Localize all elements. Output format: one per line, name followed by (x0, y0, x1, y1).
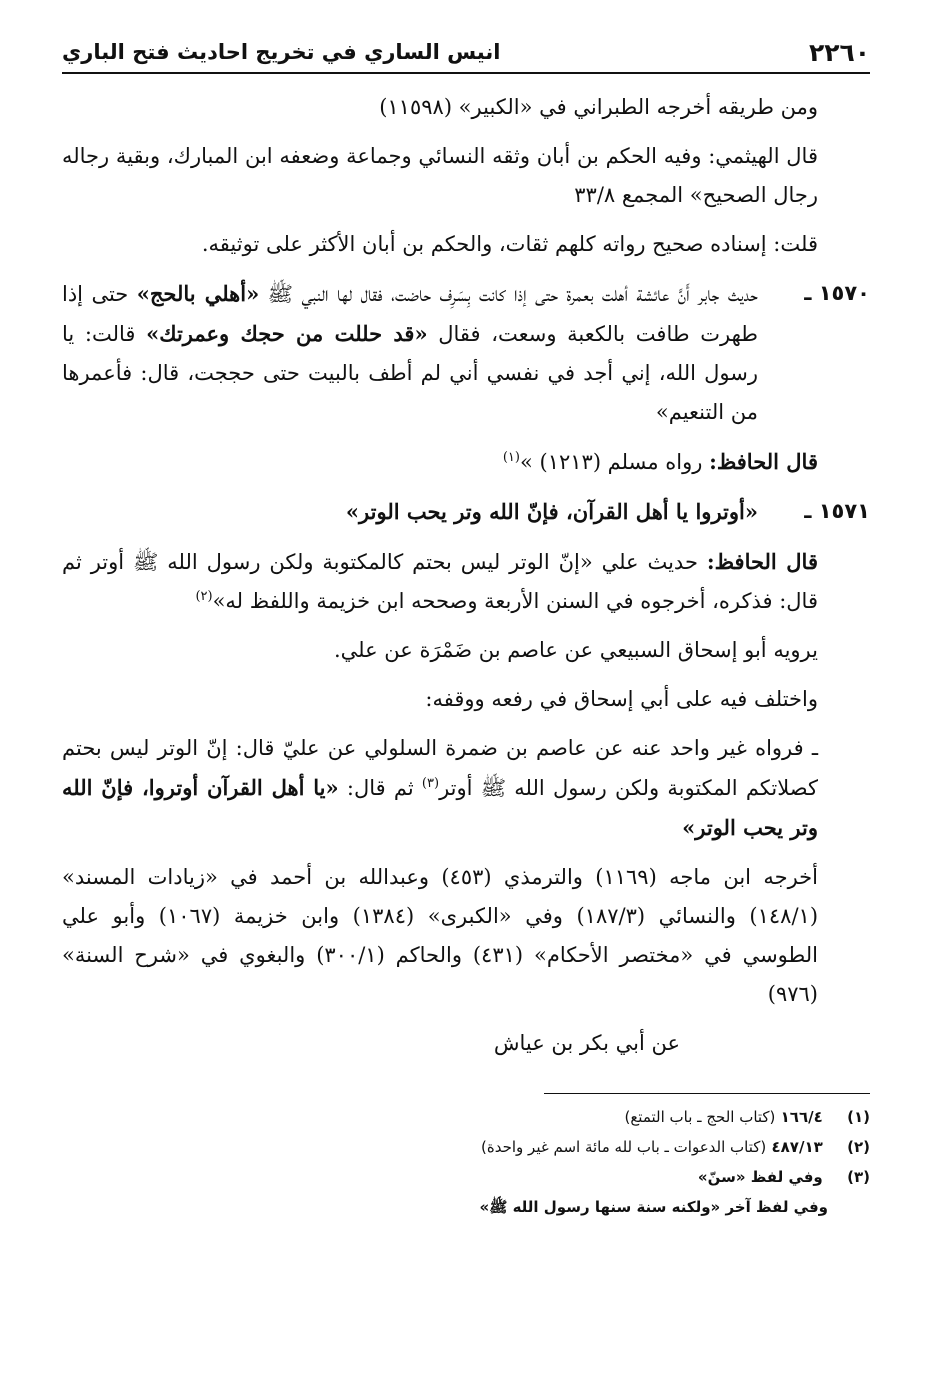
hafiz-text: حديث علي «إنّ الوتر ليس بحتم كالمكتوبة ولكن رسول الله ﷺ أوتر ثم قال: فذكره، أخرجوه في السنن الأربعة وصححه ابن خزيمة واللفظ له» (62, 550, 818, 613)
hadith-text: قالت: يا رسول الله، إني أجد في نفسي أني لم أطف بالبيت حتى حججت، قال: فأعمرها من التنعيم» (62, 322, 758, 424)
footnote-ref-text: ١٦٦/٤ (780, 1108, 823, 1126)
hadith-quote: «يا أهل القرآن أوتروا، فإنّ الله وتر يحب الوتر» (62, 775, 818, 840)
paragraph: قال الهيثمي: وفيه الحكم بن أبان وثقه النسائي وجماعة وضعفه ابن المبارك، وبقية رجاله رجال الصحيح» المجمع ٣٣/٨ (62, 144, 818, 207)
paragraph (62, 729, 870, 848)
footnote-ref: (١) (502, 450, 520, 465)
footnote-ref: (٣) (421, 776, 440, 791)
hadith-text: حديث جابر أَنَّ عائشة أهلت بعمرة حتى إذا كانت بِسَرِف حاضت، فقال لها النبي ﷺ (267, 282, 758, 306)
paragraph: عن أبي بكر بن عياش (493, 1031, 680, 1055)
hadith-number: ١٥٧٠ ـ (804, 281, 870, 305)
footnote (62, 1132, 870, 1162)
hafiz-note (62, 542, 870, 621)
footnote (62, 1162, 870, 1192)
book-title: انيس الساري في تخريج احاديث فتح الباري (62, 40, 501, 64)
hadith-text: حتى إذا طهرت طافت بالكعبة وسعت، فقال (62, 282, 758, 346)
page-number: ٢٢٦٠ (808, 38, 870, 67)
paragraph-text: ثم قال: (346, 776, 414, 800)
paragraph: واختلف فيه على أبي إسحاق في رفعه ووقفه: (425, 687, 818, 711)
footnote-ref-text: ٤٨٧/١٣ (771, 1138, 823, 1156)
hafiz-note (62, 442, 870, 482)
paragraph: قلت: إسناده صحيح رواته كلهم ثقات، والحكم بن أبان الأكثر على توثيقه. (201, 232, 818, 256)
footnote-text: وفي لفظ «سنّ» (697, 1168, 823, 1186)
paragraph: ومن طريقه أخرجه الطبراني في «الكبير» (١١٥٩٨) (379, 95, 818, 119)
footnote-text: (كتاب الحج ـ باب التمتع) (624, 1108, 776, 1126)
hadith-1571 (62, 492, 870, 532)
hafiz-label: قال الحافظ: (709, 449, 818, 474)
page (62, 34, 870, 1222)
footnote-divider (544, 1093, 870, 1094)
footnote-number: (٣) (847, 1168, 870, 1186)
footnote-number: (٢) (847, 1138, 870, 1156)
footnote-continuation: وفي لفظ آخر «ولكنه سنة سنها رسول الله ﷺ» (479, 1198, 828, 1216)
footnote-text: (كتاب الدعوات ـ باب لله مائة اسم غير واحدة) (481, 1138, 767, 1156)
hadith-quote: «أهلي بالحج» (136, 281, 260, 306)
footnotes (62, 1102, 870, 1222)
paragraph: يرويه أبو إسحاق السبيعي عن عاصم بن ضَمْرَة عن علي. (333, 638, 818, 662)
paragraph-text: ـ فرواه غير واحد عنه عن عاصم بن ضمرة السلولي عن عليّ قال: إنّ الوتر ليس بحتم كصلاتكم المكتوبة ولكن رسول الله ﷺ أوتر (62, 736, 818, 800)
footnote (62, 1102, 870, 1132)
hafiz-text: رواه مسلم (١٢١٣) » (519, 450, 703, 474)
hafiz-label: قال الحافظ: (706, 549, 818, 574)
main-text (62, 88, 870, 1063)
running-header (62, 34, 870, 74)
footnote-ref: (٢) (195, 589, 213, 604)
footnote-number: (١) (847, 1108, 870, 1126)
hadith-1570 (62, 274, 870, 432)
hadith-number: ١٥٧١ ـ (804, 499, 870, 523)
hadith-quote: «أوتروا يا أهل القرآن، فإنّ الله وتر يحب الوتر» (345, 499, 758, 524)
paragraph: أخرجه ابن ماجه (١١٦٩) والترمذي (٤٥٣) وعبدالله بن أحمد في «زيادات المسند» (١٤٨/١) والنسائي (١٨٧/٣) وفي «الكبرى» (١٣٨٤) وابن خزيمة (١٠٦٧) وأبو علي الطوسي في «مختصر الأحكام» (٤٣١) والحاكم (٣٠٠/١) والبغوي في «شرح السنة» (٩٧٦) (62, 865, 819, 1006)
hadith-quote: «قد حللت من حجك وعمرتك» (146, 321, 428, 346)
